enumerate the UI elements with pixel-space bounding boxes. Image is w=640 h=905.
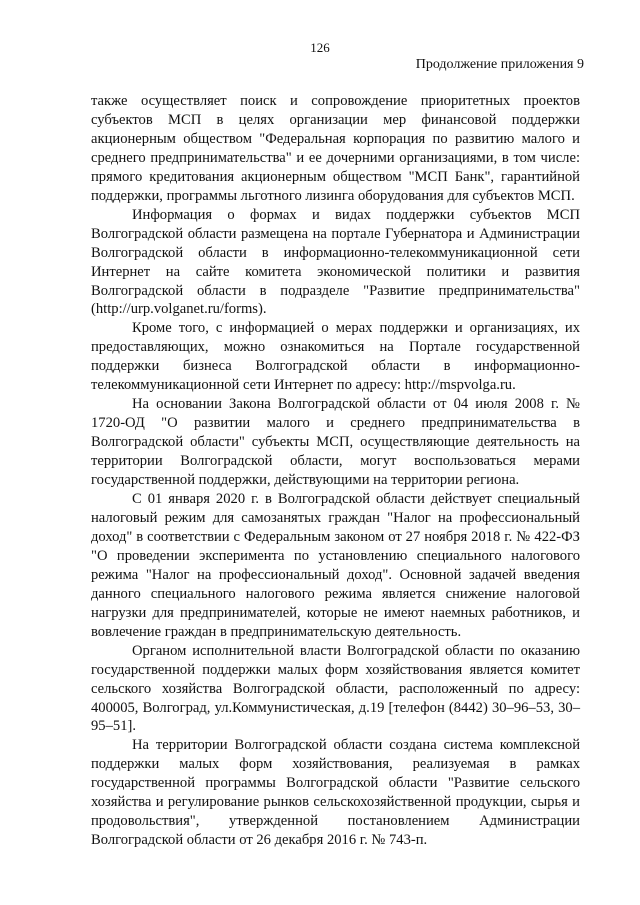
paragraph-state-program: На территории Волгоградской области создана система комплексной поддержки малых форм хозяйствования, реализуемая в рамках государственной программы Волгоградской области "Развитие сельского хозяйства и регулирование рынков сельскохозяйственной продукции, сырья и продовольствия", утвержденной постановлением Администрации Волгоградской области от 26 декабря 2016 г. № 743-п. xyxy=(91,737,580,849)
paragraph-support-portal: Кроме того, с информацией о мерах поддержки и организациях, их предоставляющих, можно ознакомиться на Портале государственной поддержки бизнеса Волгоградской области в информационно-телекоммуникационной сети Интернет по адресу: http://mspvolga.ru. xyxy=(91,320,580,394)
paragraph-msp-support-continuation: также осуществляет поиск и сопровождение приоритетных проектов субъектов МСП в целях организации мер финансовой поддержки акционерным обществом "Федеральная корпорация по развитию малого и среднего предпринимательства" и ее дочерними организациями, в том числе: прямого кредитования акционерным обществом "МСП Банк", гарантийной поддержки, программы льготного лизинга оборудования для субъектов МСП. xyxy=(91,93,580,204)
paragraph-support-information: Информация о формах и видах поддержки субъектов МСП Волгоградской области размещена на портале Губернатора и Администрации Волгоградской области в информационно-телекоммуникационной сети Интернет на сайте комитета экономической политики и развития Волгоградской области в подразделе "Развитие предпринимательства" (http://urp.volganet.ru/forms). xyxy=(91,206,580,318)
page-number: 126 xyxy=(310,40,330,55)
paragraph-agriculture-committee: Органом исполнительной власти Волгоградской области по оказанию государственной поддержки малых форм хозяйствования является комитет сельского хозяйства Волгоградской области, расположенный по адресу: 400005, Волгоград, ул.Коммунистическая, д.19 [телефон (8442) 30–96–53, 30–95–51]. xyxy=(91,642,580,735)
appendix-continuation-note: Продолжение приложения 9 xyxy=(415,57,584,72)
paragraph-regional-law: На основании Закона Волгоградской области от 04 июля 2008 г. № 1720-ОД "О развитии малого и среднего предпринимательства в Волгоградской области" субъекты МСП, осуществляющие деятельность на территории Волгоградской области, могут воспользоваться мерами государственной поддержки, действующими на территории региона. xyxy=(91,396,580,489)
body-text xyxy=(91,92,580,850)
paragraph-self-employed-tax: С 01 января 2020 г. в Волгоградской области действует специальный налоговый режим для самозанятых граждан "Налог на профессиональный доход" в соответствии с Федеральным законом от 27 ноября 2018 г. № 422-ФЗ "О проведении эксперимента по установлению специального налогового режима "Налог на профессиональный доход". Основной задачей введения данного специального налогового режима является снижение налоговой нагрузки для предпринимателей, которые не имеют наемных работников, и вовлечение граждан в предпринимательскую деятельность. xyxy=(91,491,580,640)
